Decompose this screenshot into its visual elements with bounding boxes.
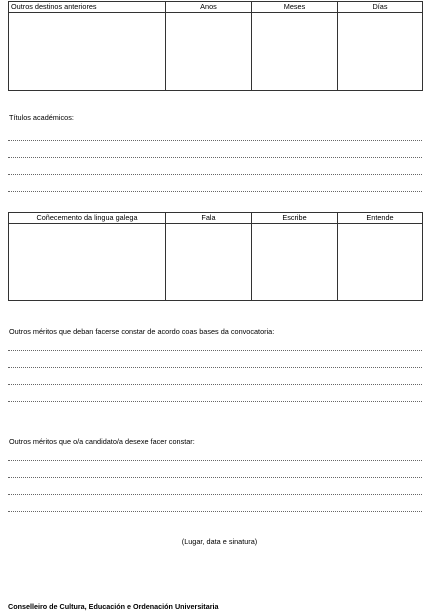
- meritos-bases-line-1[interactable]: [8, 350, 422, 351]
- meritos-candidato-line-4[interactable]: [8, 511, 422, 512]
- column-header-coñecemento: Coñecemento da lingua galega: [9, 213, 166, 224]
- fala-cell[interactable]: [166, 224, 252, 301]
- dias-cell[interactable]: [338, 13, 423, 91]
- entende-cell[interactable]: [338, 224, 423, 301]
- titulos-label: Títulos académicos:: [9, 113, 74, 122]
- titulos-line-1[interactable]: [8, 140, 422, 141]
- table-header-row: [9, 2, 423, 13]
- table-row: [9, 13, 423, 91]
- column-header-anos: Anos: [166, 2, 252, 13]
- table-row: [9, 224, 423, 301]
- anos-cell[interactable]: [166, 13, 252, 91]
- signature-label: (Lugar, data e sinatura): [181, 537, 258, 546]
- meritos-bases-line-4[interactable]: [8, 401, 422, 402]
- meritos-bases-line-3[interactable]: [8, 384, 422, 385]
- meses-cell[interactable]: [252, 13, 338, 91]
- coñecemento-cell[interactable]: [9, 224, 166, 301]
- column-header-meses: Meses: [252, 2, 338, 13]
- column-header-fala: Fala: [166, 213, 252, 224]
- column-header-destinos: Outros destinos anteriores: [9, 2, 166, 13]
- column-header-escribe: Escribe: [252, 213, 338, 224]
- table-header-row: [9, 213, 423, 224]
- titulos-line-3[interactable]: [8, 174, 422, 175]
- previous-destinations-table: [8, 1, 423, 91]
- titulos-line-2[interactable]: [8, 157, 422, 158]
- meritos-candidato-line-2[interactable]: [8, 477, 422, 478]
- meritos-bases-label: Outros méritos que deban facerse constar de acordo coas bases da convocatoria:: [9, 327, 275, 336]
- escribe-cell[interactable]: [252, 224, 338, 301]
- meritos-candidato-line-1[interactable]: [8, 460, 422, 461]
- meritos-candidato-line-3[interactable]: [8, 494, 422, 495]
- titulos-line-4[interactable]: [8, 191, 422, 192]
- meritos-bases-line-2[interactable]: [8, 367, 422, 368]
- meritos-candidato-label: Outros méritos que o/a candidato/a desexe facer constar:: [9, 437, 195, 446]
- column-header-entende: Entende: [338, 213, 423, 224]
- footer-addressee: Conselleiro de Cultura, Educación e Ordenación Universitaria: [8, 602, 219, 611]
- destinos-cell[interactable]: [9, 13, 166, 91]
- galician-language-table: [8, 212, 423, 301]
- column-header-dias: Días: [338, 2, 423, 13]
